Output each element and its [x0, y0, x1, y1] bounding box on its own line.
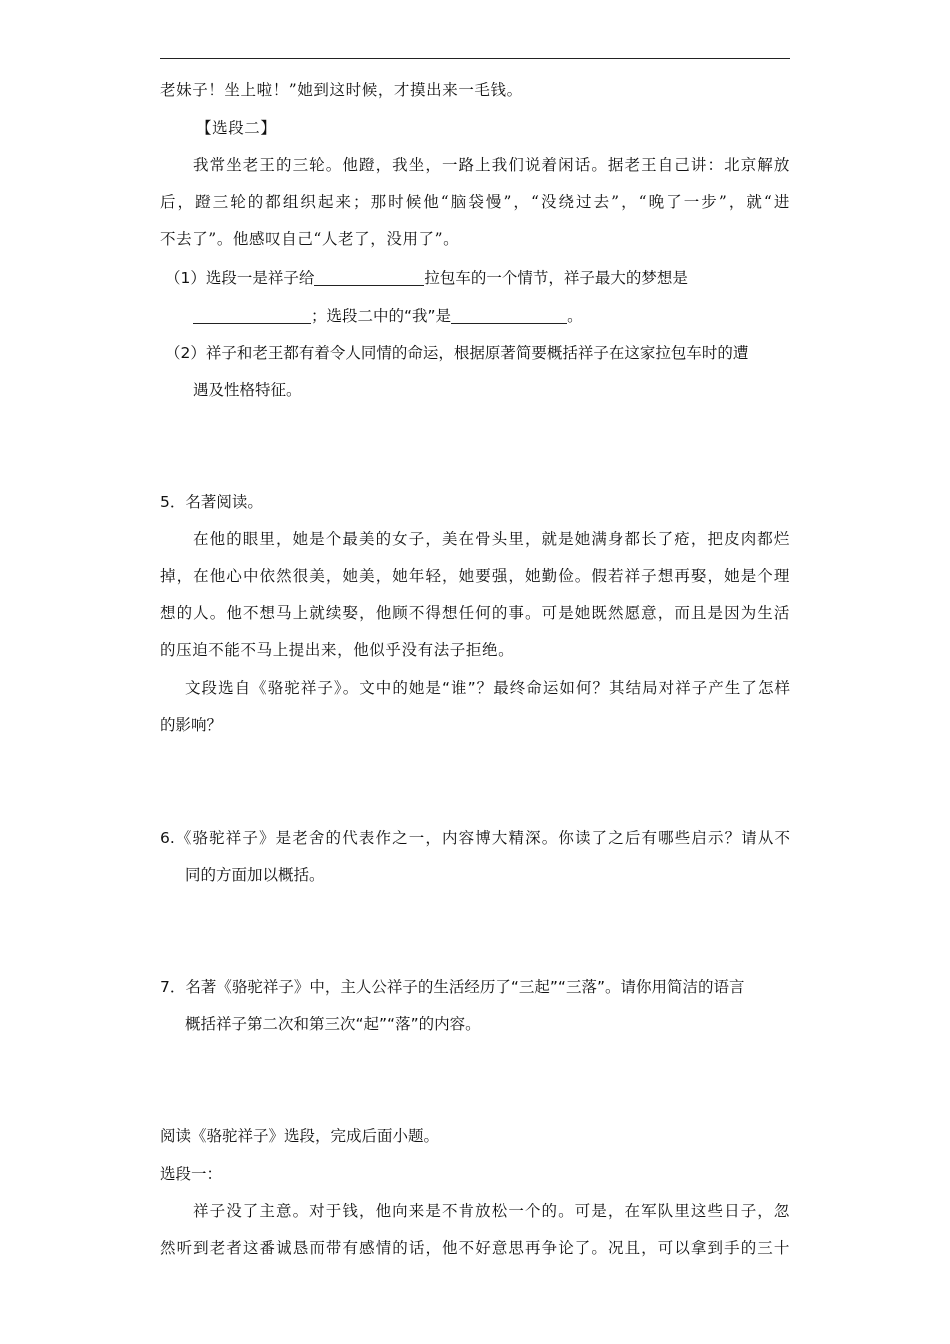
question-text: 文段选自《骆驼祥子》。文中的她是“谁”？最终命运如何？其结局对祥子产生了怎样	[185, 679, 790, 697]
question-2-line: （2）祥子和老王都有着令人同情的命运，根据原著简要概括祥子在这家拉包车时的遭	[165, 344, 749, 362]
text-line: 想的人。他不想马上就续娶，他顾不得想任何的事。可是她既然愿意，而且是因为生活	[160, 604, 790, 622]
question-1-line	[165, 268, 795, 288]
question-text: 。	[567, 307, 583, 325]
answer-blank[interactable]	[314, 269, 424, 286]
section-heading: 选段一：	[160, 1165, 223, 1183]
header-rule	[160, 58, 790, 59]
question-6-line: 6.《骆驼祥子》是老舍的代表作之一，内容博大精深。你读了之后有哪些启示？请从不	[160, 829, 790, 847]
question-7-line: 概括祥子第二次和第三次“起”“落”的内容。	[185, 1015, 481, 1033]
text-line: 掉，在他心中依然很美，她美，她年轻，她要强，她勤俭。假若祥子想再娶，她是个理	[160, 567, 790, 585]
text-line: 然听到老者这番诚恳而带有感情的话，他不好意思再争论了。况且，可以拿到手的三十	[160, 1239, 790, 1257]
text-line: 祥子没了主意。对于钱，他向来是不肯放松一个的。可是，在军队里这些日子，忽	[193, 1202, 790, 1220]
question-2-line: 遇及性格特征。	[193, 381, 302, 399]
answer-blank[interactable]	[193, 307, 311, 324]
question-text: （1）选段一是祥子给	[165, 269, 315, 287]
question-text: ；选段二中的“我”是	[311, 307, 452, 325]
answer-blank[interactable]	[451, 307, 567, 324]
reading-instruction: 阅读《骆驼祥子》选段，完成后面小题。	[160, 1127, 440, 1145]
question-text: 拉包车的一个情节，祥子最大的梦想是	[424, 269, 688, 287]
question-text: 的影响？	[160, 716, 223, 734]
question-7-line: 7．名著《骆驼祥子》中，主人公祥子的生活经历了“三起”“三落”。请你用简洁的语言	[160, 978, 745, 996]
text-line: 不去了”。他感叹自己“人老了，没用了”。	[160, 230, 460, 248]
text-line: 我常坐老王的三轮。他蹬，我坐，一路上我们说着闲话。据老王自己讲：北京解放	[193, 156, 790, 174]
question-1-line	[193, 306, 823, 326]
text-line: 在他的眼里，她是个最美的女子，美在骨头里，就是她满身都长了疮，把皮肉都烂	[193, 530, 790, 548]
section-heading: 【选段二】	[196, 119, 277, 137]
question-5-title: 5．名著阅读。	[160, 493, 263, 511]
text-line: 后，蹬三轮的都组织起来；那时候他“脑袋慢”，“没绕过去”，“晚了一步”，就“进	[160, 193, 790, 211]
text-line: 的压迫不能不马上提出来，他似乎没有法子拒绝。	[160, 641, 515, 659]
text-line: 老妹子！坐上啦！”她到这时候，才摸出来一毛钱。	[160, 81, 523, 99]
question-6-line: 同的方面加以概括。	[185, 866, 325, 884]
